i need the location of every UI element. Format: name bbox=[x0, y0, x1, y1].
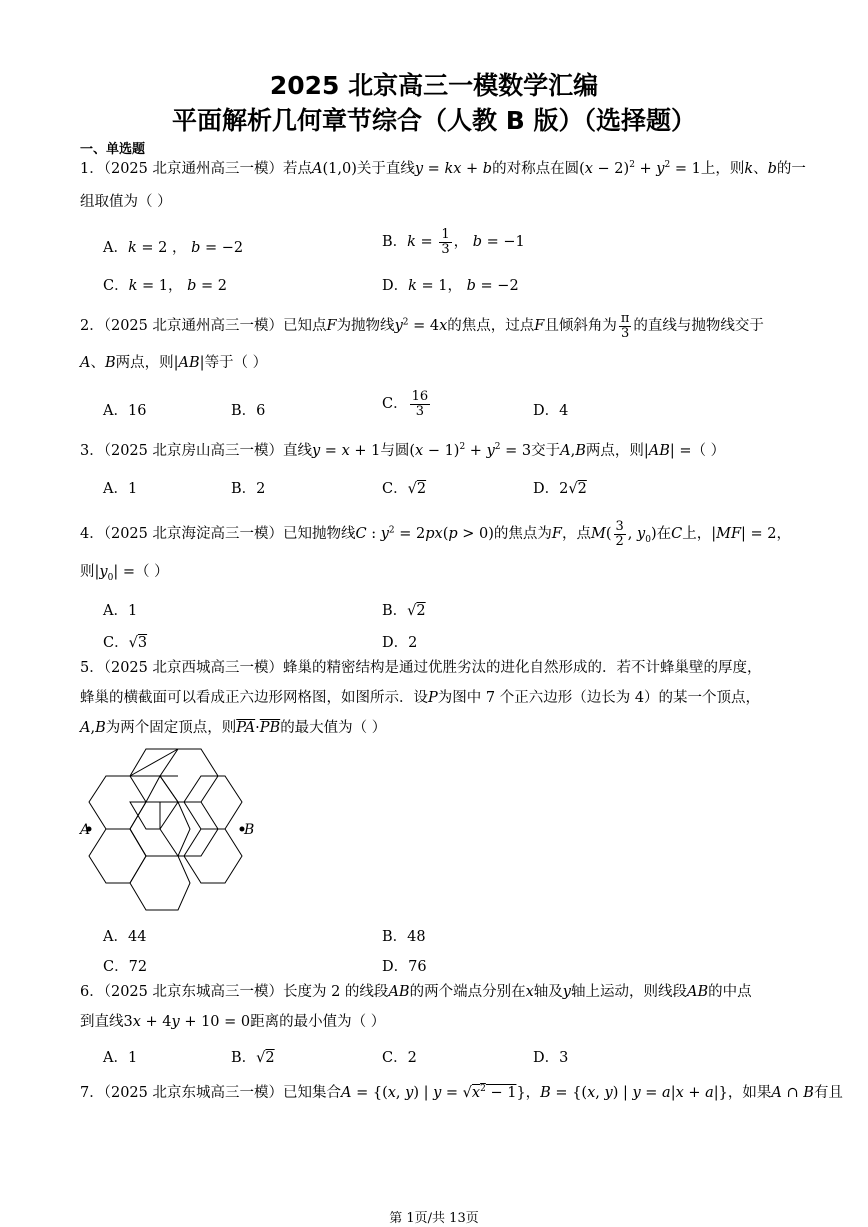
question-4-stem-line2: 则$|y_0|$ =（ ） bbox=[80, 564, 169, 583]
document-title-line2: 平面解析几何章节综合（人教 B 版）（选择题） bbox=[172, 106, 696, 135]
question-2-option-a[interactable]: A．16 bbox=[103, 403, 147, 419]
honeycomb-figure bbox=[80, 748, 255, 914]
question-3-option-a[interactable]: A．1 bbox=[103, 481, 138, 497]
section-heading: 一、单选题 bbox=[80, 142, 146, 157]
question-3-option-b[interactable]: B．2 bbox=[231, 481, 266, 497]
question-2-stem-line2: A、B两点，则|AB|等于（ ） bbox=[80, 355, 268, 371]
question-5-stem-line2: 蜂巢的横截面可以看成正六边形网格图，如图所示．设P为图中 7 个正六边形（边长为 4）的某一个顶点， bbox=[80, 690, 761, 706]
question-6-option-b[interactable]: B．√2 bbox=[231, 1050, 275, 1066]
question-2-option-b[interactable]: B．6 bbox=[231, 403, 266, 419]
question-5-option-c[interactable]: C．72 bbox=[103, 959, 148, 975]
question-1-stem-line2: 组取值为（ ） bbox=[80, 194, 172, 210]
question-4-option-d[interactable]: D．2 bbox=[382, 635, 418, 651]
question-6-option-a[interactable]: A．1 bbox=[103, 1050, 138, 1066]
question-6-option-c[interactable]: C．2 bbox=[382, 1050, 417, 1066]
question-4-option-c[interactable]: C．√3 bbox=[103, 635, 148, 651]
question-1-option-d[interactable]: D．k = 1， b = −2 bbox=[382, 278, 519, 294]
point-a-label: A bbox=[80, 822, 91, 838]
question-2-stem-line1: 2．（2025 北京通州高三一模）已知点F为抛物线$y^2 = 4x$的焦点，过点F且倾斜角为 $\frac{\pi}{3}$ 的直线与抛物线交于 bbox=[80, 311, 764, 341]
point-b-label: B bbox=[244, 822, 255, 838]
question-4-option-a[interactable]: A．1 bbox=[103, 603, 138, 619]
question-3-option-d[interactable]: D．2√2 bbox=[533, 481, 587, 497]
question-3-option-c[interactable]: C．√2 bbox=[382, 481, 427, 497]
question-7-stem-line1: 7．（2025 北京东城高三一模）已知集合A = {(x, y) | $y = √x^2 - 1$}，B = {(x, y) | y = a|x + a|}，如果A ∩ B有且 bbox=[80, 1084, 843, 1101]
question-6-stem-line1: 6．（2025 北京东城高三一模）长度为 2 的线段AB的两个端点分别在x轴及y轴上运动，则线段AB的中点 bbox=[80, 984, 752, 1000]
question-1-option-a[interactable]: A．k = 2 ， b = −2 bbox=[103, 240, 244, 256]
question-5-option-b[interactable]: B．48 bbox=[382, 929, 426, 945]
question-1-option-b[interactable]: B．k = $\frac{1}{3}$ ， b = −1 bbox=[382, 227, 525, 257]
document-title-line1: 2025 北京高三一模数学汇编 bbox=[269, 71, 599, 100]
question-5-stem-line1: 5．（2025 北京西城高三一模）蜂巢的精密结构是通过优胜劣汰的进化自然形成的．若不计蜂巢壁的厚度， bbox=[80, 660, 762, 676]
question-6-option-d[interactable]: D．3 bbox=[533, 1050, 569, 1066]
question-6-stem-line2: 到直线3x + 4y + 10 = 0距离的最小值为（ ） bbox=[80, 1014, 386, 1030]
question-1-option-c[interactable]: C．k = 1， b = 2 bbox=[103, 278, 227, 294]
question-4-option-b[interactable]: B．√2 bbox=[382, 603, 426, 619]
question-1-stem-line1: 1．（2025 北京通州高三一模）若点A(1,0)关于直线y = kx + b的对称点在圆$(x - 2)^2 + y^2 = 1$上，则k、b的一 bbox=[80, 160, 806, 177]
question-2-option-c[interactable]: C． $\frac{16}{3}$ bbox=[382, 389, 429, 419]
question-3-stem: 3．（2025 北京房山高三一模）直线y = x + 1与圆$(x - 1)^2 + y^2 = 3$交于A,B两点，则|AB| =（ ） bbox=[80, 442, 726, 459]
question-5-option-a[interactable]: A．44 bbox=[103, 929, 147, 945]
page-footer: 第 1页/共 13页 bbox=[389, 1211, 479, 1226]
question-2-option-d[interactable]: D．4 bbox=[533, 403, 569, 419]
question-5-stem-line3: A,B为两个固定顶点，则$\overline{PA}\cdot\overline{PB}$的最大值为（ ） bbox=[80, 720, 387, 736]
hexagon-grid bbox=[89, 749, 242, 910]
question-5-option-d[interactable]: D．76 bbox=[382, 959, 427, 975]
question-4-stem-line1: 4．（2025 北京海淀高三一模）已知抛物线C : $y^2 = 2px(p > 0)$的焦点为F，点M( $\frac{3}{2}$ , $y_0$)在C上，|MF| = 2， bbox=[80, 519, 792, 549]
